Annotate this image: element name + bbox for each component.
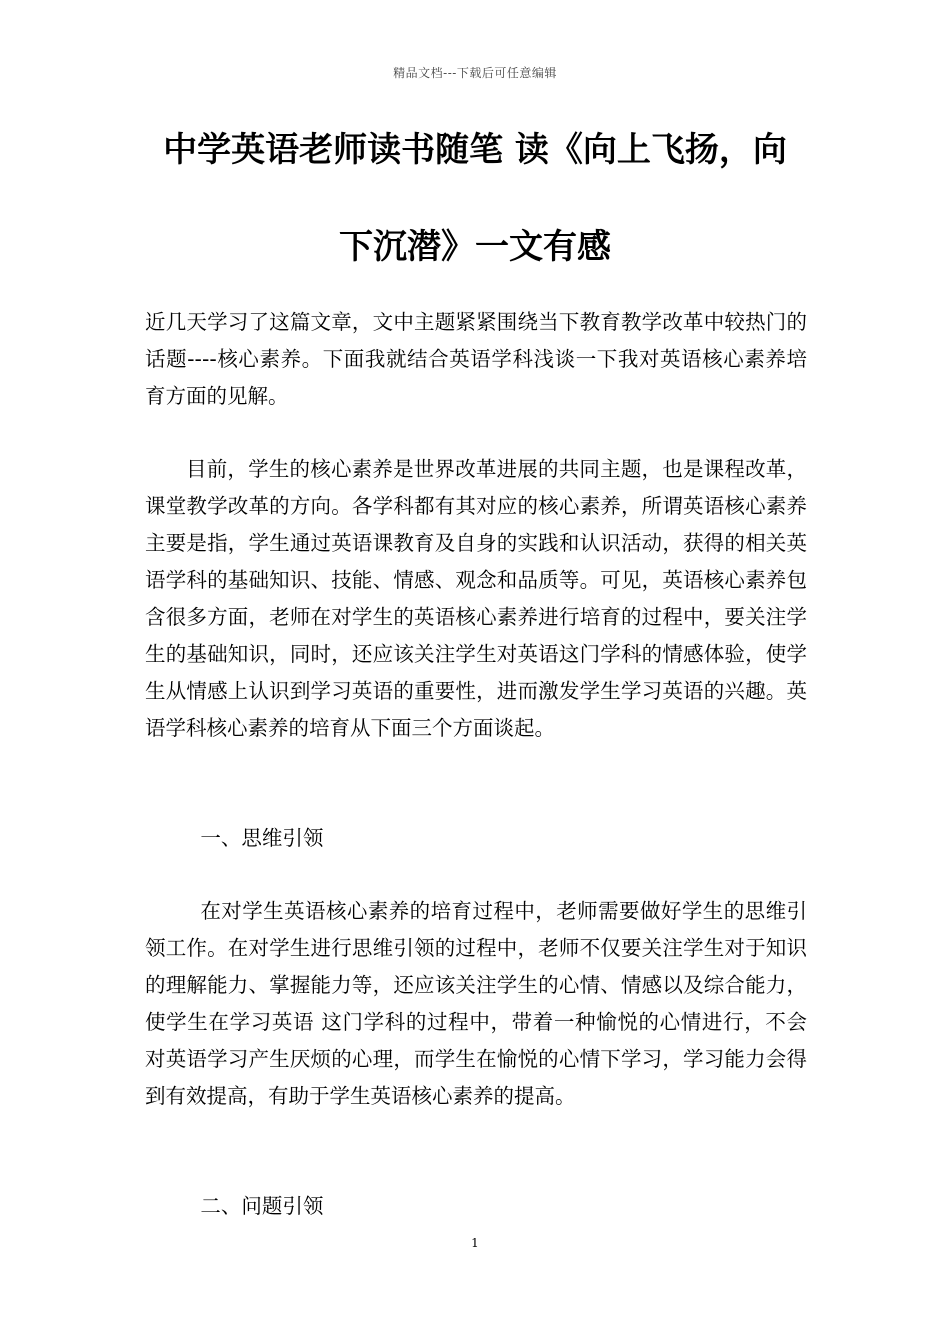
paragraph-core-literacy: 目前，学生的核心素养是世界改革进展的共同主题，也是课程改革，课堂教学改革的方向。各学科都有其对应的核心素养，所谓英语核心素养主要是指，学生通过英语课教育及自身的实践和认识活动，获得的相关英语学科的基础知识、技能、情感、观念和品质等。可见，英语核心素养包含很多方面，老师在对学生的英语核心素养进行培育的过程中，要关注学生的基础知识，同时，还应该关注学生对英语这门学科的情感体验，使学生从情感上认识到学习英语的重要性，进而激发学生学习英语的兴趣。英语学科核心素养的培育从下面三个方面谈起。 [145, 457, 807, 740]
page-number: 1 [471, 1236, 479, 1250]
paragraph-intro: 近几天学习了这篇文章，文中主题紧紧围绕当下教育教学改革中较热门的话题----核心素养。下面我就结合英语学科浅谈一下我对英语核心素养培育方面的见解。 [145, 310, 807, 408]
header-note: 精品文档---下载后可任意编辑 [393, 66, 557, 80]
section-heading-thinking: 一、思维引领 [200, 826, 324, 850]
document-title-line-1: 中学英语老师读书随笔 读《向上飞扬，向 [163, 130, 787, 170]
document-title-line-2: 下沉潜》一文有感 [339, 227, 611, 267]
section-heading-questions: 二、问题引领 [200, 1194, 324, 1218]
paragraph-thinking-guidance: 在对学生英语核心素养的培育过程中，老师需要做好学生的思维引领工作。在对学生进行思维引领的过程中，老师不仅要关注学生对于知识的理解能力、掌握能力等，还应该关注学生的心情、情感以及综合能力，使学生在学习英语 这门学科的过程中，带着一种愉悦的心情进行，不会对英语学习产生厌烦的心理，而学生在愉悦的心情下学习，学习能力会得到有效提高，有助于学生英语核心素养的提高。 [145, 899, 807, 1108]
